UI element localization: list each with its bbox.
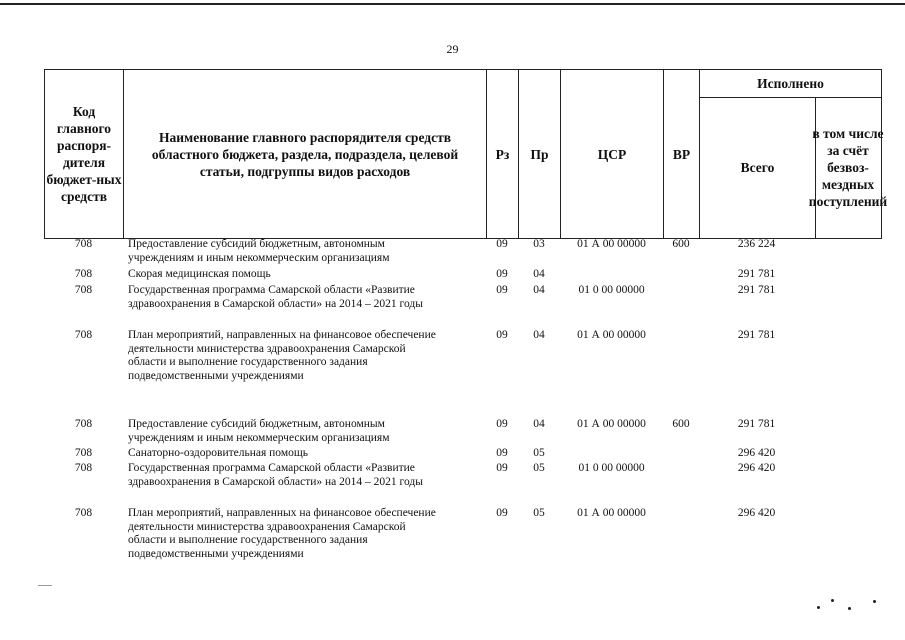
scan-mark: [38, 585, 52, 586]
cell-name: Государственная программа Самарской области «Развитие здравоохранения в Самарской области» на 2014 – 2021 годы: [128, 284, 423, 310]
header-including: в том числе за счёт безвоз-мездных поступлений: [808, 126, 888, 209]
header-total: Всего: [700, 97, 816, 238]
scan-speck: [848, 607, 851, 610]
cell-total: 296 420: [737, 447, 776, 459]
header-rz: Рз: [487, 70, 519, 238]
header-vr: ВР: [664, 70, 700, 238]
scan-speck: [873, 600, 876, 603]
cell-kod: 708: [74, 447, 93, 459]
cell-csr: 01 0 00 00000: [578, 284, 645, 296]
header-kod: Код главного распоря-дителя бюджет-ных средств: [45, 70, 124, 238]
header-pr: Пр: [519, 70, 561, 238]
cell-rz: 09: [496, 447, 508, 459]
cell-pr: 03: [533, 238, 545, 250]
cell-kod: 708: [74, 418, 93, 430]
top-rule: [0, 3, 905, 5]
cell-kod: 708: [74, 462, 93, 474]
cell-pr: 05: [533, 447, 545, 459]
cell-total: 291 781: [737, 329, 776, 341]
cell-rz: 09: [496, 507, 508, 519]
scan-speck: [817, 606, 820, 609]
cell-name: Скорая медицинская помощь: [128, 268, 271, 280]
cell-total: 291 781: [737, 268, 776, 280]
cell-name: Государственная программа Самарской области «Развитие здравоохранения в Самарской области» на 2014 – 2021 годы: [128, 462, 423, 488]
cell-pr: 05: [533, 507, 545, 519]
cell-total: 236 224: [737, 238, 776, 250]
cell-name: Предоставление субсидий бюджетным, автономным учреждениям и иным некоммерческим организациям: [128, 418, 390, 444]
cell-csr: 01 А 00 00000: [577, 329, 646, 341]
cell-total: 296 420: [737, 462, 776, 474]
cell-kod: 708: [74, 268, 93, 280]
cell-pr: 04: [533, 418, 545, 430]
cell-rz: 09: [496, 462, 508, 474]
cell-name: План мероприятий, направленных на финансовое обеспечение деятельности министерства здравоохранения Самарской области и выполнение государственного задания подведомственными учреждениями: [128, 329, 436, 382]
cell-name: Предоставление субсидий бюджетным, автономным учреждениям и иным некоммерческим организациям: [128, 238, 390, 264]
cell-rz: 09: [496, 284, 508, 296]
cell-csr: 01 А 00 00000: [577, 507, 646, 519]
cell-name: План мероприятий, направленных на финансовое обеспечение деятельности министерства здравоохранения Самарской области и выполнение государственного задания подведомственными учреждениями: [128, 507, 436, 560]
cell-pr: 04: [533, 329, 545, 341]
cell-total: 291 781: [737, 418, 776, 430]
cell-rz: 09: [496, 418, 508, 430]
cell-pr: 04: [533, 268, 545, 280]
scan-speck: [831, 599, 834, 602]
page-number: 29: [446, 42, 459, 56]
cell-rz: 09: [496, 268, 508, 280]
cell-kod: 708: [74, 238, 93, 250]
cell-name: Санаторно-оздоровительная помощь: [128, 447, 308, 459]
cell-vr: 600: [672, 238, 690, 250]
table-header: [44, 69, 888, 239]
cell-total: 291 781: [737, 284, 776, 296]
cell-vr: 600: [672, 418, 690, 430]
cell-csr: 01 А 00 00000: [577, 238, 646, 250]
cell-pr: 05: [533, 462, 545, 474]
cell-csr: 01 А 00 00000: [577, 418, 646, 430]
cell-pr: 04: [533, 284, 545, 296]
cell-kod: 708: [74, 507, 93, 519]
cell-kod: 708: [74, 284, 93, 296]
cell-csr: 01 0 00 00000: [578, 462, 645, 474]
cell-rz: 09: [496, 329, 508, 341]
cell-kod: 708: [74, 329, 93, 341]
header-executed: Исполнено: [700, 70, 881, 98]
header-csr: ЦСР: [561, 70, 664, 238]
cell-total: 296 420: [737, 507, 776, 519]
header-name: Наименование главного распорядителя средств областного бюджета, раздела, подраздела, целевой статьи, подгруппы видов расходов: [124, 70, 487, 238]
cell-rz: 09: [496, 238, 508, 250]
